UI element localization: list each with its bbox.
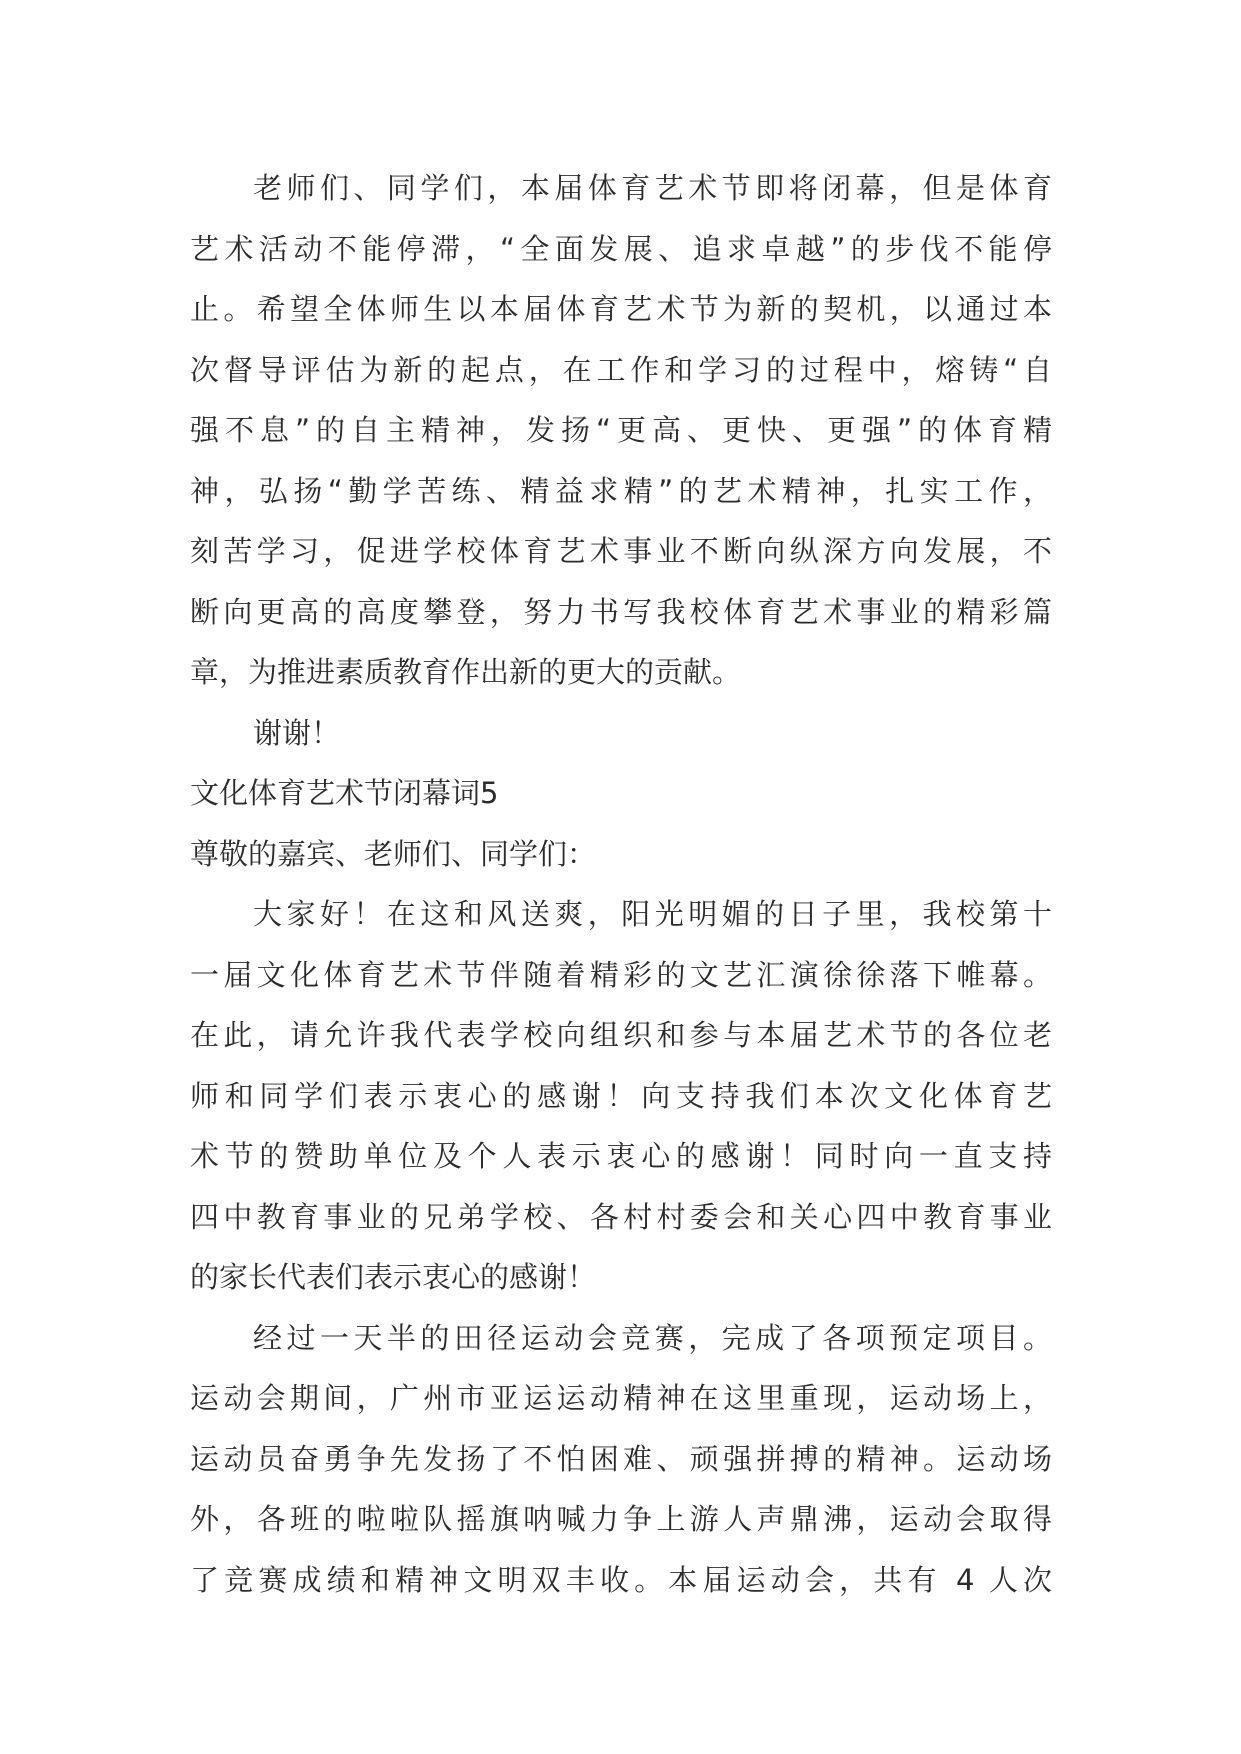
- paragraph-line: 章，为推进素质教育作出新的更大的贡献。: [190, 655, 742, 689]
- paragraph-line: 次督导评估为新的起点，在工作和学习的过程中，熔铸“自: [190, 352, 1052, 387]
- paragraph-line: 艺术活动不能停滞，“全面发展、追求卓越”的步伐不能停: [190, 231, 1052, 266]
- paragraph-line: 运动会期间，广州市亚运运动精神在这里重现，运动场上，: [190, 1381, 1052, 1415]
- paragraph-line: 四中教育事业的兄弟学校、各村村委会和关心四中教育事业: [190, 1199, 1052, 1234]
- section-title: 文化体育艺术节闭幕词5: [190, 776, 499, 810]
- paragraph-line: 外，各班的啦啦队摇旗呐喊力争上游人声鼎沸，运动会取得: [190, 1502, 1052, 1536]
- paragraph-line: 一届文化体育艺术节伴随着精彩的文艺汇演徐徐落下帷幕。: [190, 957, 1052, 992]
- paragraph-line: 运动员奋勇争先发扬了不怕困难、顽强拼搏的精神。运动场: [190, 1441, 1052, 1476]
- paragraph-line: 止。希望全体师生以本届体育艺术节为新的契机，以通过本: [190, 292, 1052, 326]
- thanks-line: 谢谢！: [253, 715, 341, 750]
- paragraph-line: 在此，请允许我代表学校向组织和参与本届艺术节的各位老: [190, 1018, 1052, 1052]
- paragraph-line: 的家长代表们表示衷心的感谢！: [190, 1260, 597, 1294]
- paragraph-line: 经过一天半的田径运动会竞赛，完成了各项预定项目。: [253, 1320, 1052, 1355]
- paragraph-line: 师和同学们表示衷心的感谢！向支持我们本次文化体育艺: [190, 1078, 1052, 1113]
- paragraph-closing-remarks: [190, 158, 1052, 703]
- paragraph-line: 了竞赛成绩和精神文明双丰收。本届运动会，共有 4 人次: [190, 1562, 1052, 1597]
- paragraph-greeting: [190, 884, 1052, 1308]
- paragraph-line: 大家好！在这和风送爽，阳光明媚的日子里，我校第十: [253, 897, 1052, 931]
- paragraph-line: 术节的赞助单位及个人表示衷心的感谢！同时向一直支持: [190, 1139, 1052, 1173]
- paragraph-line: 刻苦学习，促进学校体育艺术事业不断向纵深方向发展，不: [190, 534, 1052, 568]
- paragraph-sports-meet: [190, 1308, 1052, 1611]
- salutation: 尊敬的嘉宾、老师们、同学们：: [190, 836, 597, 871]
- paragraph-line: 断向更高的高度攀登，努力书写我校体育艺术事业的精彩篇: [190, 594, 1052, 629]
- paragraph-line: 强不息”的自主精神，发扬“更高、更快、更强”的体育精: [190, 413, 1052, 447]
- paragraph-line: 神，弘扬“勤学苦练、精益求精”的艺术精神，扎实工作，: [190, 473, 1052, 508]
- paragraph-line: 老师们、同学们，本届体育艺术节即将闭幕，但是体育: [253, 171, 1052, 205]
- document-body: [190, 158, 1052, 1610]
